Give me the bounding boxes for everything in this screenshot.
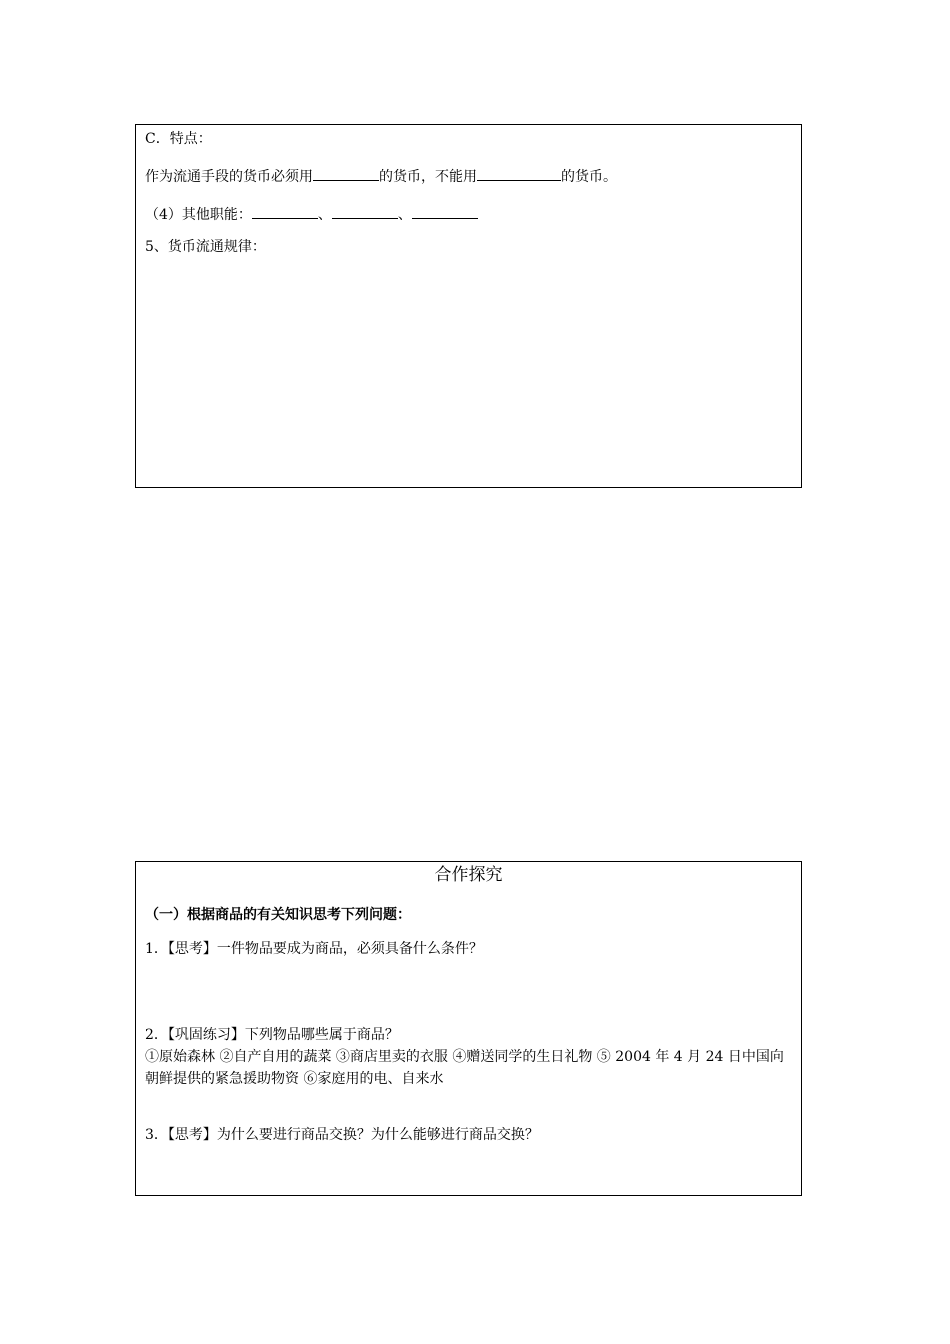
cooperative-inquiry-box: [135, 861, 802, 1196]
fill-blank[interactable]: [412, 204, 478, 219]
fill-blank[interactable]: [332, 204, 398, 219]
question-2-options: ①原始森林 ②自产自用的蔬菜 ③商店里卖的衣服 ④赠送同学的生日礼物 ⑤ 2004 年 4 月 24 日中国向朝鲜提供的紧急援助物资 ⑥家庭用的电、自来水: [145, 1049, 784, 1087]
question-1: 1．【思考】一件物品要成为商品，必须具备什么条件？: [145, 941, 483, 957]
fill-blank[interactable]: [252, 204, 318, 219]
c-feature-label: C．特点：: [145, 131, 212, 147]
section-subtitle: （一）根据商品的有关知识思考下列问题：: [145, 907, 411, 923]
currency-requirement-line: 作为流通手段的货币必须用 的货币，不能用 的货币。: [145, 166, 793, 186]
question-3: 3．【思考】为什么要进行商品交换？为什么能够进行商品交换？: [145, 1127, 539, 1143]
fill-blank[interactable]: [313, 166, 379, 181]
fill-blank[interactable]: [477, 166, 561, 181]
other-functions-line: （4）其他职能： 、 、: [145, 204, 793, 224]
question-2-title: 2．【巩固练习】下列物品哪些属于商品？: [145, 1027, 399, 1043]
section-title: 合作探究: [434, 865, 503, 885]
money-function-box: [135, 124, 802, 488]
circulation-law-label: 5、货币流通规律：: [145, 239, 266, 255]
